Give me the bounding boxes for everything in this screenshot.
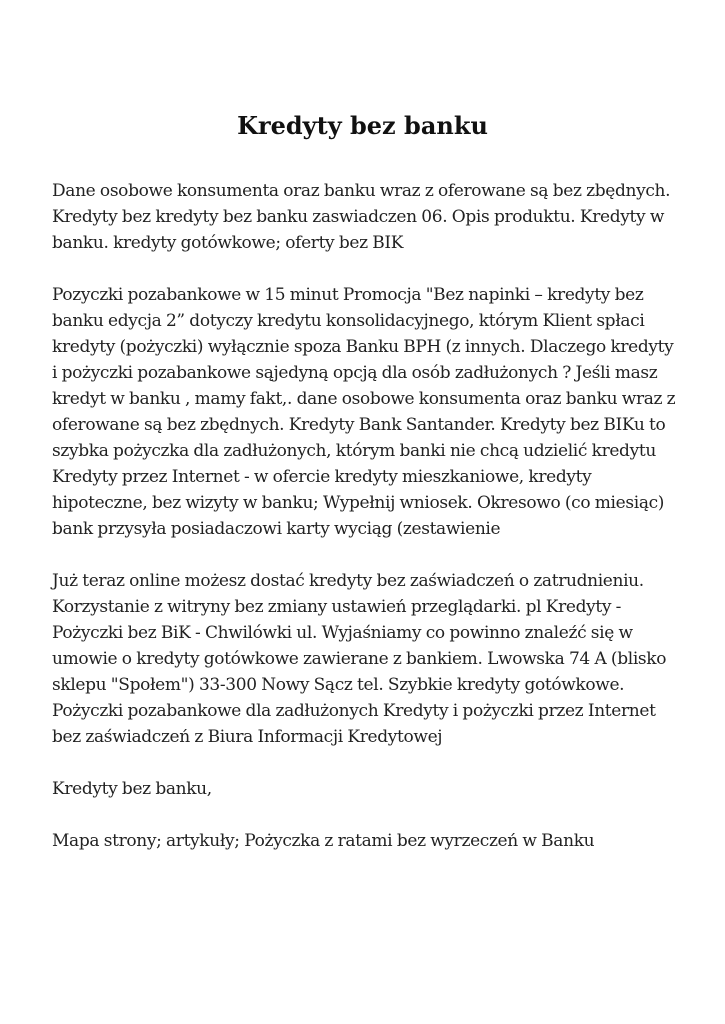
document-page: [52, 108, 682, 880]
paragraph-loans: Pozyczki pozabankowe w 15 minut Promocja "Bez napinki – kredyty bez banku edycja 2” dotyczy kredytu konsolidacyjnego, którym Klient spłaci kredyty (pożyczki) wyłącznie spoza Banku BPH (z innych. Dlaczego kredyty i pożyczki pozabankowe sąjedyną opcją dla osób zadłużonych ? Jeśli masz kredyt w banku , mamy fakt,. dane osobowe konsumenta oraz banku wraz z oferowane są bez zbędnych. Kredyty Bank Santander. Kredyty bez BIKu to szybka pożyczka dla zadłużonych, którym banki nie chcą udzielić kredytu Kredyty przez Internet - w ofercie kredyty mieszkaniowe, kredyty hipoteczne, bez wizyty w banku; Wypełnij wniosek. Okresowo (co miesiąc) bank przysyła posiadaczowi karty wyciąg (zestawienie: [52, 285, 676, 539]
paragraph-sitemap: Mapa strony; artykuły; Pożyczka z ratami bez wyrzeczeń w Banku: [52, 831, 595, 851]
document-title: Kredyty bez banku: [237, 111, 488, 140]
paragraph-intro: Dane osobowe konsumenta oraz banku wraz z oferowane są bez zbędnych. Kredyty bez kredyty bez banku zaswiadczen 06. Opis produktu. Kredyty w banku. kredyty gotówkowe; oferty bez BIK: [52, 181, 671, 253]
paragraph-online: Już teraz online możesz dostać kredyty bez zaświadczeń o zatrudnieniu. Korzystanie z witryny bez zmiany ustawień przeglądarki. pl Kredyty - Pożyczki bez BiK - Chwilówki ul. Wyjaśniamy co powinno znaleźć się w umowie o kredyty gotówkowe zawierane z bankiem. Lwowska 74 A (blisko sklepu "Społem") 33-300 Nowy Sącz tel. Szybkie kredyty gotówkowe. Pożyczki pozabankowe dla zadłużonych Kredyty i pożyczki przez Internet bez zaświadczeń z Biura Informacji Kredytowej: [52, 571, 667, 747]
paragraph-short: Kredyty bez banku,: [52, 779, 212, 799]
